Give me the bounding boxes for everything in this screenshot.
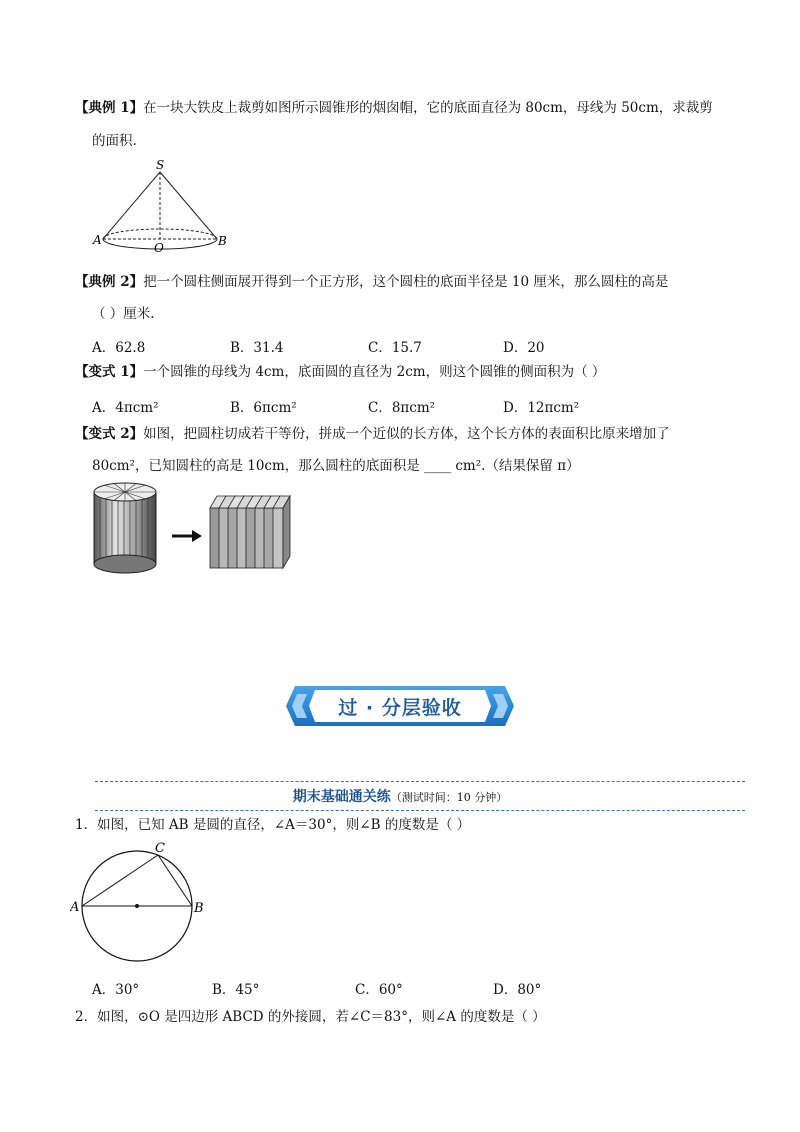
variant-1-option-a[interactable]: A．4πcm² [92, 400, 159, 416]
example-2-text: 把一个圆柱侧面展开得到一个正方形，这个圆柱的底面半径是 10 厘米，那么圆柱的高是 [143, 274, 669, 290]
question-1-text: 1．如图，已知 AB 是圆的直径，∠A＝30°，则∠B 的度数是（ ） [75, 817, 471, 833]
label-c-circle: C [155, 841, 165, 856]
section-header [0, 786, 800, 806]
label-a: A [93, 233, 102, 247]
example-1-line-1 [75, 98, 713, 118]
cylinder-to-cuboid-figure [88, 478, 308, 580]
section-divider-bottom [95, 810, 745, 811]
section-title: 期末基础通关练 [292, 789, 391, 805]
question-2-text: 2．如图，⊙O 是四边形 ABCD 的外接圆，若∠C＝83°，则∠A 的度数是（ ） [75, 1009, 546, 1025]
variant-1-option-d[interactable]: D．12πcm² [503, 400, 580, 416]
example-2-line-2: （ ）厘米. [92, 306, 155, 322]
question-1-option-d[interactable]: D．80° [493, 982, 542, 998]
variant-1-text: 一个圆锥的母线为 4cm，底面圆的直径为 2cm，则这个圆锥的侧面积为（ ） [143, 364, 606, 380]
label-s: S [156, 158, 165, 172]
label-a-circle: A [70, 900, 80, 915]
example-1-text: 在一块大铁皮上裁剪如图所示圆锥形的烟囱帽，它的底面直径为 80cm，母线为 50cm，求裁剪 [143, 100, 713, 116]
question-1-option-b[interactable]: B．45° [212, 982, 260, 998]
variant-2-label: 【变式 2】 [75, 426, 144, 442]
banner-title: 过 · 分层验收 [338, 697, 462, 719]
variant-1-option-c[interactable]: C．8πcm² [368, 400, 436, 416]
variant-2-text: 如图，把圆柱切成若干等份，拼成一个近似的长方体，这个长方体的表面积比原来增加了 [143, 426, 670, 442]
question-1-option-a[interactable]: A．30° [92, 982, 140, 998]
label-b: B [218, 234, 227, 248]
question-1-option-c[interactable]: C．60° [355, 982, 403, 998]
circle-figure [70, 840, 220, 968]
example-2-option-c[interactable]: C．15.7 [368, 340, 422, 356]
variant-1-option-b[interactable]: B．6πcm² [230, 400, 297, 416]
example-2-option-a[interactable]: A．62.8 [92, 340, 146, 356]
label-o: O [154, 241, 164, 255]
example-2-line-1 [75, 272, 668, 292]
example-2-label: 【典例 2】 [75, 274, 144, 290]
section-divider-top [95, 781, 745, 782]
cone-figure [90, 157, 240, 257]
variant-2-line-2: 80cm²，已知圆柱的高是 10cm，那么圆柱的底面积是 ____ cm².（结果保留 π） [92, 458, 580, 474]
variant-1-label: 【变式 1】 [75, 364, 144, 380]
example-1-line-2: 的面积. [92, 133, 137, 149]
example-2-option-d[interactable]: D．20 [503, 340, 545, 356]
example-2-option-b[interactable]: B．31.4 [230, 340, 284, 356]
variant-1-line-1 [75, 362, 605, 382]
label-b-circle: B [194, 901, 204, 916]
variant-2-line-1 [75, 424, 670, 444]
example-1-label: 【典例 1】 [75, 100, 144, 116]
section-note: （测试时间：10 分钟） [390, 791, 508, 804]
